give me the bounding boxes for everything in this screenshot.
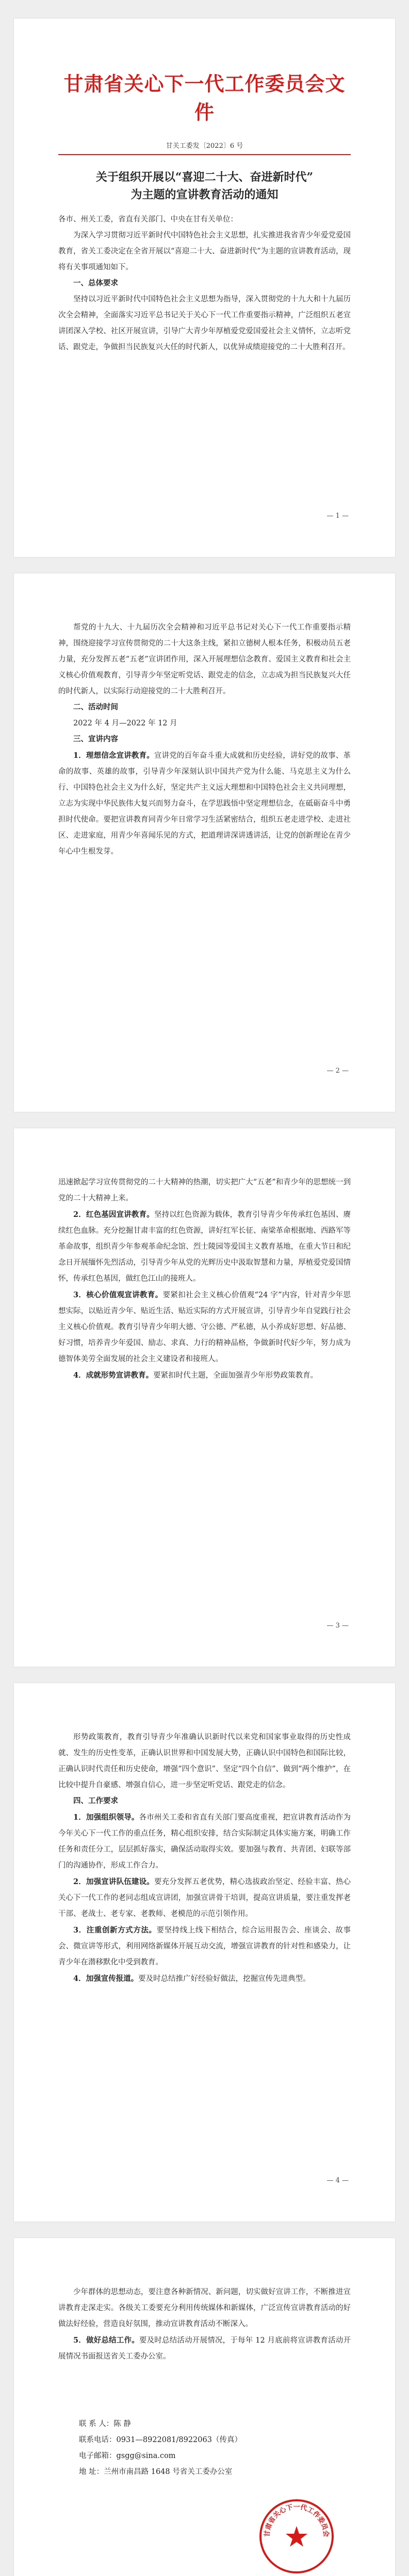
section-heading: 一、总体要求: [73, 279, 118, 287]
body-paragraph: 3．核心价值观宣讲教育。要紧扣社会主义核心价值观“24 字”内容，针对青少年思想实际，以贴近青少年、贴近生活、贴近实际的方式开展宣讲，引导青少年自觉践行社会主义核心价值观。教育引导青少年明大德、守公德、严私德，从小养成好思想、好品德、好习惯，培养青少年爱国、励志、求真、力行的精神品格，争做新时代好少年，努力成为德智体美劳全面发展的社会主义建设者和接班人。: [58, 1291, 351, 1363]
paragraph-lead: 1．加强组织领导。: [73, 1813, 139, 1822]
body-paragraph: 5．做好总结工作。要及时总结活动开展情况，于每年 12 月底前将宣讲教育活动开展情况书面报送省关工委办公室。: [58, 2336, 351, 2361]
section-heading: 四、工作要求: [73, 1797, 118, 1805]
document-page-2: [14, 573, 395, 1112]
contact-phone: 联系电话：0931—8922081/8922063（传真）: [79, 2436, 242, 2444]
paragraph-lead: 4．加强宣传报道。: [73, 1974, 139, 1983]
body-paragraph: 为深入学习贯彻习近平新时代中国特色社会主义思想，扎实推进我省青少年爱党爱国教育，省关工委决定在全省开展以“喜迎二十大、奋进新时代”为主题的宣讲教育活动，现将有关事项通知如下。: [58, 231, 351, 272]
paragraph-lead: 4．成就形势宣讲教育。: [73, 1371, 154, 1380]
paragraph-lead: 1．理想信念宣讲教育。: [73, 751, 154, 760]
document-page-3: [14, 1128, 395, 1667]
page-number: — 2 —: [326, 1067, 349, 1075]
body-paragraph: 4．成就形势宣讲教育。要紧扣时代主题，全面加强青少年形势政策教育。: [73, 1371, 318, 1380]
body-paragraph: 1．加强组织领导。各市州关工委和省直有关部门要高度重视，把宣讲教育活动作为今年关心下一代工作的重点任务，精心组织安排，结合实际制定具体实施方案，明确工作任务和责任分工，层层抓好落实，确保活动取得实效。要加强与教育、共青团、妇联等部门的沟通协作，形成工作合力。: [58, 1813, 351, 1870]
body-paragraph: 4．加强宣传报道。要及时总结推广好经验好做法，挖掘宣传先进典型。: [73, 1974, 310, 1983]
contact-address: 地 址：兰州市南昌路 1648 号省关工委办公室: [79, 2468, 233, 2476]
page-number: — 4 —: [326, 2177, 349, 2184]
body-paragraph: 3．注重创新方式方法。要坚持线上线下相结合，综合运用报告会、座谈会、故事会、微宣讲等形式，利用网络新媒体开展互动交流，增强宣讲教育的针对性和感染力，让青少年在潜移默化中受到教育。: [58, 1926, 351, 1967]
page-number: — 3 —: [326, 1622, 349, 1630]
document-page-1: [14, 19, 395, 557]
section-heading: 三、宣讲内容: [73, 735, 118, 743]
doc-title-line-1: 关于组织开展以“喜迎二十大、奋进新时代”: [95, 171, 314, 184]
page-content: [58, 620, 351, 860]
paragraph-lead: 3．核心价值观宣讲教育。: [73, 1291, 163, 1299]
document-page-4: [14, 1683, 395, 2222]
section-heading: 二、活动时间: [73, 703, 118, 711]
contact-person: 联 系 人：陈 静: [79, 2420, 131, 2428]
body-paragraph: 1．理想信念宣讲教育。宣讲党的百年奋斗重大成就和历史经验，讲好党的故事、革命的故事、英雄的故事，引导青少年深刻认识中国共产党为什么能、马克思主义为什么行、中国特色社会主义为什么好，坚定共产主义远大理想和中国特色社会主义共同理想，立志为实现中华民族伟大复兴而努力奋斗，在学思践悟中坚定理想信念，在砥砺奋斗中勇担时代使命。要把宣讲教育同青少年日常学习生活紧密结合，组织五老走进学校、走进社区、走进家庭，用青少年喜闻乐见的方式，把道理讲深讲透讲活，让党的创新理论在青少年心中生根发芽。: [58, 751, 351, 856]
paragraph-lead: 3．注重创新方式方法。: [73, 1926, 157, 1935]
red-divider: [58, 154, 351, 155]
body-paragraph: 帮党的十九大、十九届历次全会精神和习近平总书记对关心下一代工作重要指示精神，围绕迎接学习宣传贯彻党的二十大这条主线，紧扣立德树人根本任务，积极动员五老力量，充分发挥五老“五老”宣讲团作用，深入开展理想信念教育、爱国主义教育和社会主义核心价值观教育，引导青少年坚定听党话、跟党走的信念，立志成为担当民族复兴大任的时代新人，以实际行动迎接党的二十大胜利召开。: [58, 623, 351, 696]
contact-email: 电子邮箱：gsgg@sina.com: [79, 2452, 176, 2460]
body-paragraph: 2022 年 4 月—2022 年 12 月: [73, 719, 177, 727]
body-paragraph: 2．红色基因宣讲教育。坚持以红色资源为载体，教育引导青少年传承红色基因、赓续红色血脉。充分挖掘甘肃丰富的红色资源，讲好红军长征、南梁革命根据地、西路军等革命故事，组织青少年参观革命纪念馆、烈士陵园等爱国主义教育基地，在重大节日和纪念日开展缅怀先烈活动，引导青少年从党的光辉历史中汲取智慧和力量，厚植爱党爱国情怀，传承红色基因，做红色江山的接班人。: [58, 1210, 351, 1283]
page-content: [58, 1175, 351, 1384]
body-paragraph: 坚持以习近平新时代中国特色社会主义思想为指导，深入贯彻党的十九大和十九届历次全会精神，全面落实习近平总书记关于关心下一代工作重要指示精神，广泛组织五老宣讲团深入学校、社区开展宣讲，引导广大青少年厚植爱党爱国爱社会主义情怀，立志听党话、跟党走，争做担当民族复兴大任的时代新人，以优异成绩迎接党的二十大胜利召开。: [58, 295, 351, 351]
seal-wrapper: [58, 2498, 351, 2575]
doc-title: [58, 168, 351, 204]
seal-text: 甘肃省关心下一代工作委员会: [263, 2503, 330, 2537]
contact-block: [79, 2416, 351, 2480]
body-paragraph: 2．加强宣讲队伍建设。要充分发挥五老优势，精心选拔政治坚定、经验丰富、热心关心下一代工作的老同志组成宣讲团，加强宣讲骨干培训，提高宣讲质量，要注重发挥老干部、老战士、老专家、老教师、老模范的示范引领作用。: [58, 1877, 351, 1918]
body-paragraph: 形势政策教育，教育引导青少年准确认识新时代以来党和国家事业取得的历史性成就、发生的历史性变革，正确认识世界和中国发展大势，正确认识中国特色和国际比较，正确认识时代责任和历史使命，增强“四个意识”、坚定“四个自信”、做到“两个维护”，在比较中提升自豪感、增强自信心，进一步坚定听党话、跟党走的信念。: [58, 1733, 351, 1789]
official-seal-icon: [258, 2498, 335, 2575]
org-title: 甘肃省关心下一代工作委员会文件: [63, 73, 346, 124]
body-paragraph: 少年群体的思想动态，要注意各种新情况、新问题，切实做好宣讲工作，不断推进宣讲教育走深走实。各级关工委要充分利用传统媒体和新媒体，广泛宣传宣讲教育活动的好做法好经验，营造良好氛围，推动宣讲教育活动不断深入。: [58, 2288, 351, 2328]
page-content: [58, 212, 351, 355]
paragraph-lead: 2．加强宣讲队伍建设。: [73, 1877, 154, 1886]
paragraph-lead: 5．做好总结工作。: [73, 2336, 139, 2345]
document-page-5: [14, 2238, 395, 2576]
page-content: [58, 2284, 351, 2365]
body-paragraph: 迅速掀起学习宣传贯彻党的二十大精神的热潮，切实把广大“五老”和青少年的思想统一到党的二十大精神上来。: [58, 1178, 351, 1202]
paragraph-lead: 2．红色基因宣讲教育。: [73, 1210, 154, 1219]
page-content: [58, 1730, 351, 1987]
doc-title-line-2: 为主题的宣讲教育活动的通知: [130, 188, 279, 201]
page-number: — 1 —: [326, 512, 349, 520]
body-paragraph: 各市、州关工委，省直有关部门、中央在甘有关单位：: [58, 215, 238, 224]
doc-number: 甘关工委发〔2022〕6 号: [166, 142, 243, 150]
